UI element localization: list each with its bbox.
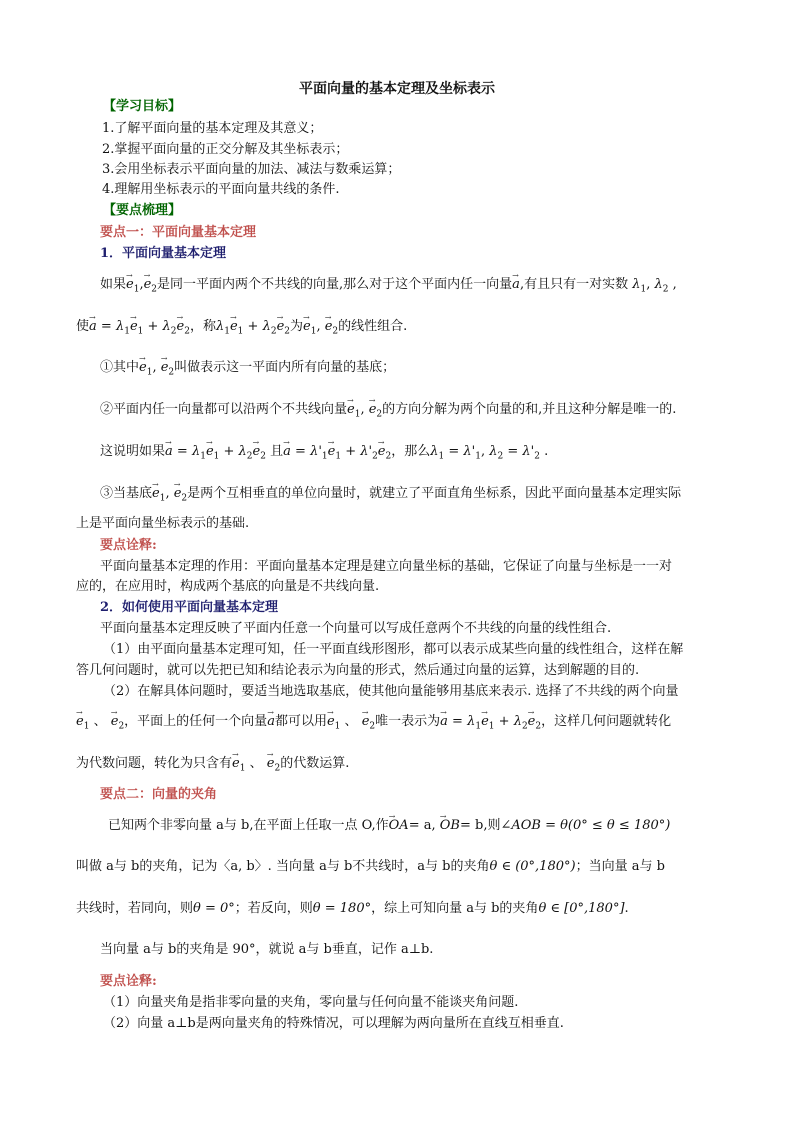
theorem-statement-line-2: 使→ $a = \lambda_1\to e_1 + \lambda_2\to e_2$，称$\lambda_1\to e_1 + \lambda_2\to e_2$为→ $e_1$, → $e_2$的线性组合. [76,318,407,341]
angle-definition-line-2: 叫做 a与 b的夹角，记为〈a, b〉. 当向量 a与 b不共线时，a与 b的夹角θ ∈ (0°,180°)；当向量 a与 b [76,859,665,874]
note-basis: ①其中→ $e_1$, → $e_2$叫做表示这一平面内所有向量的基底； [100,359,395,382]
point1-title: 要点一：平面向量基本定理 [100,225,257,240]
point1-explanation-line-2: 应的，在应用时，构成两个基底的向量是不共线向量. [76,579,380,594]
point2-explanation-title: 要点诠释: [100,974,157,989]
angle-definition-line-1: 已知两个非零向量 a与 b,在平面上任取一点 O,作→ OA= a, → OB= b,则∠AOB = θ(0° ≤ θ ≤ 180°) [108,817,670,835]
note-orthonormal-basis: ③当基底→ $e_1$, → $e_2$是两个互相垂直的单位向量时，就建立了平面直角坐标系，因此平面向量基本定理实际 [100,485,681,508]
point2-title: 要点二：向量的夹角 [100,787,218,802]
usage-para-2-line-2: 答几何问题时，就可以先把已知和结论表示为向量的形式，然后通过向量的运算，达到解题的目的. [76,663,640,678]
usage-para-3-line-2: → $e_1$ 、 → $e_2$，平面上的任何一个向量→ a都可以用→ $e_1$ 、 → $e_2$唯一表示为→ $a = \lambda_1\to e_1 + \lambda_2\to e_2$，这样几何问题就转化 [76,713,671,736]
goal-item-2: 2.掌握平面向量的正交分解及其坐标表示； [102,142,349,157]
point1-explanation-line-1: 平面向量基本定理的作用：平面向量基本定理是建立向量坐标的基础，它保证了向量与坐标是一一对 [100,559,673,574]
goal-item-4: 4.理解用坐标表示的平面向量共线的条件. [102,182,340,197]
perpendicular-definition: 当向量 a与 b的夹角是 90°，就说 a与 b垂直，记作 a⊥b. [100,942,434,957]
point1-subheading-2: 2．如何使用平面向量基本定理 [100,600,279,615]
note-unique-decomposition: ②平面内任一向量都可以沿两个不共线向量→ $e_1$, → $e_2$的方向分解为两个向量的和,并且这种分解是唯一的. [100,401,676,424]
point2-explanation-line-1: （1）向量夹角是指非零向量的夹角，零向量与任何向量不能谈夹角问题. [103,995,519,1010]
point1-explanation-title: 要点诠释: [100,538,157,553]
angle-definition-line-3: 共线时，若同向，则θ = 0°；若反向，则θ = 180°，综上可知向量 a与 b的夹角θ ∈ [0°,180°]. [76,901,629,916]
key-points-heading: 【要点梳理】 [103,203,182,218]
goal-item-1: 1.了解平面向量的基本定理及其意义； [102,121,323,136]
point1-subheading-1: 1．平面向量基本定理 [100,246,227,261]
usage-para-2-line-1: （1）由平面向量基本定理可知，任一平面直线形图形，都可以表示成某些向量的线性组合，这样在解 [103,642,684,657]
note-uniqueness-formula: 这说明如果→ $a = \lambda_1\to e_1 + \lambda_2\to e_2$ 且→ $a = \lambda'_1\to e_1 + \lambda'_2\to e_2$，那么$\lambda_1 = \lambda'_1$, $\lambda_2 = \lambda'_2$ . [100,443,548,466]
usage-para-3-line-3: 为代数问题，转化为只含有→ $e_1$ 、 → $e_2$的代数运算. [76,755,349,778]
page-title: 平面向量的基本定理及坐标表示 [299,81,495,97]
note-orthonormal-basis-cont: 上是平面向量坐标表示的基础. [76,516,250,531]
usage-para-3-line-1: （2）在解具体问题时，要适当地选取基底，使其他向量能够用基底来表示. 选择了不共线的两个向量 [103,684,679,699]
theorem-statement-line-1: 如果→ $e_1,\to e_2$是同一平面内两个不共线的向量,那么对于这个平面内任一向量→ a,有且只有一对实数 $\lambda_1$, $\lambda_2$ , [100,276,677,299]
learning-goals-heading: 【学习目标】 [103,99,182,114]
point2-explanation-line-2: （2）向量 a⊥b是两向量夹角的特殊情况，可以理解为两向量所在直线互相垂直. [103,1016,564,1031]
usage-para-1: 平面向量基本定理反映了平面内任意一个向量可以写成任意两个不共线的向量的线性组合. [100,621,612,636]
goal-item-3: 3.会用坐标表示平面向量的加法、减法与数乘运算； [102,162,401,177]
